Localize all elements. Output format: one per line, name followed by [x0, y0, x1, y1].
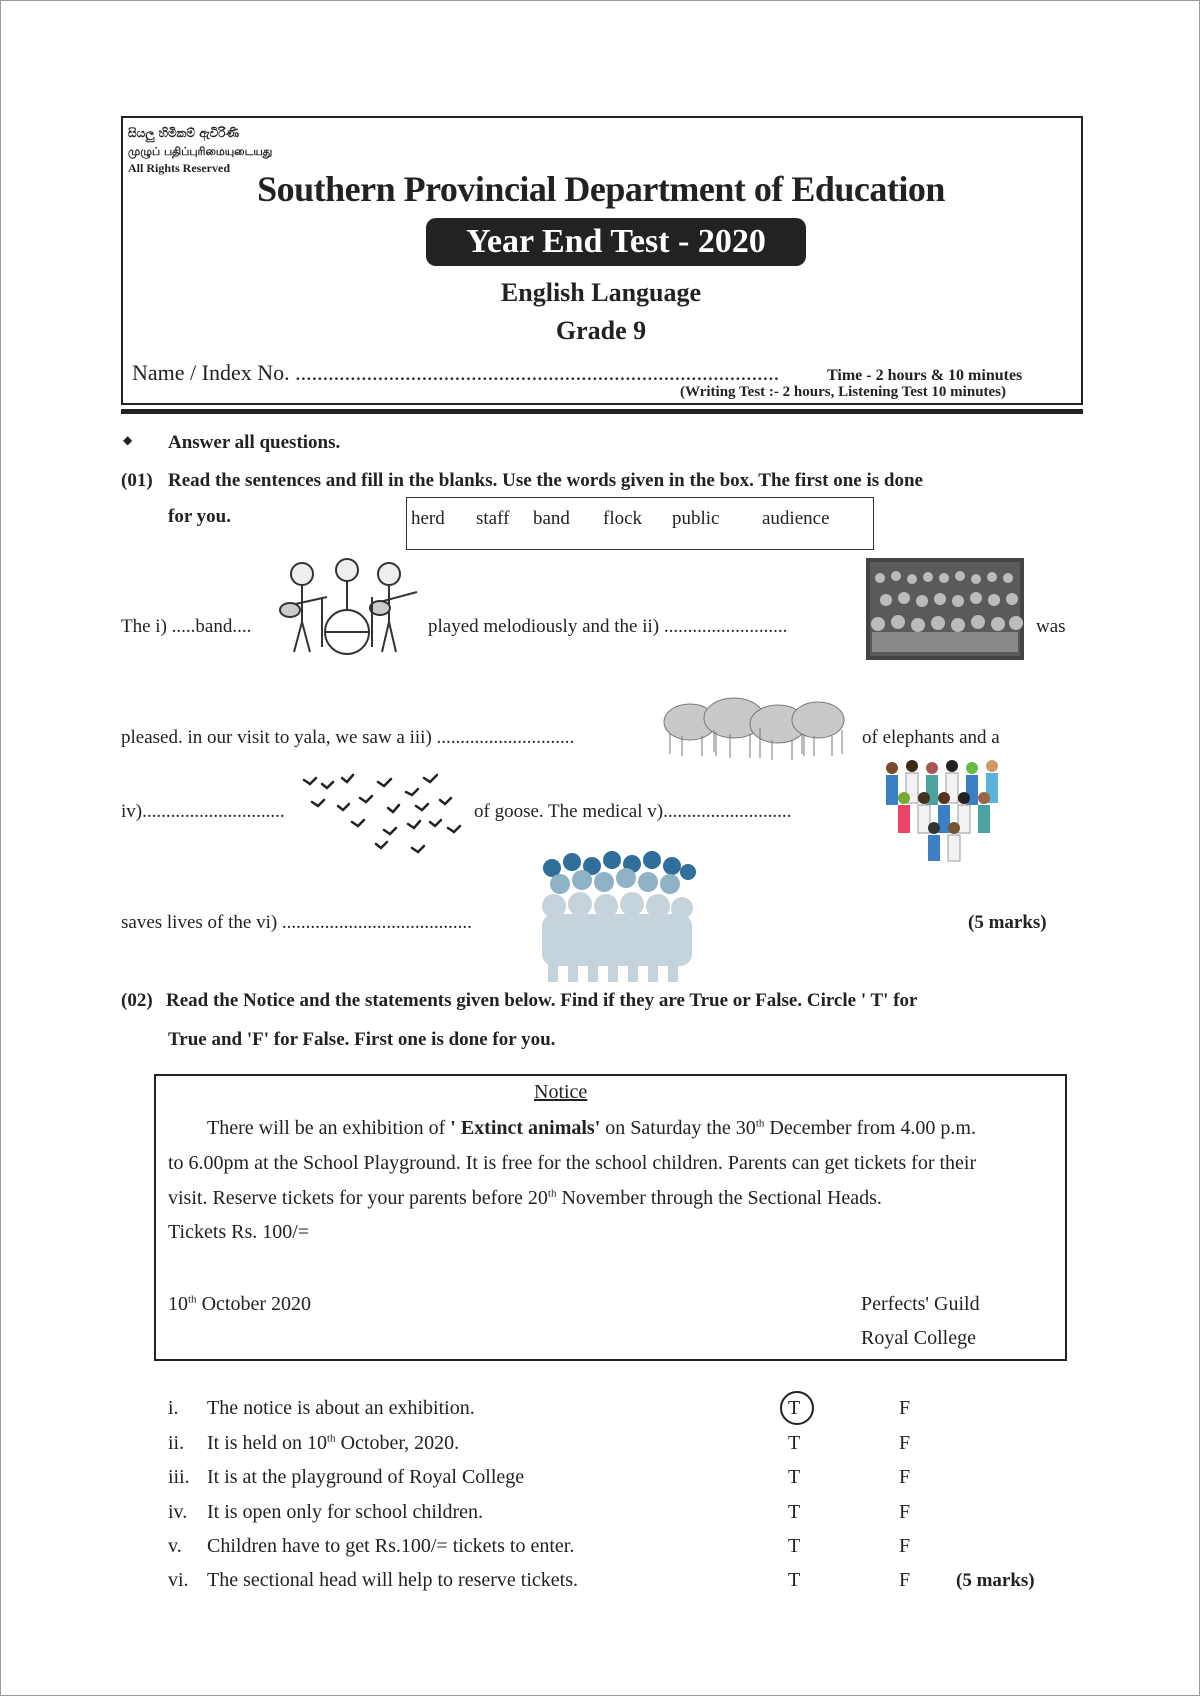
time-allowed: Time - 2 hours & 10 minutes [827, 367, 1023, 384]
notice-para-1: There will be an exhibition of ' Extinct animals' on Saturday the 30th December from 4.00 p.m. [207, 1117, 976, 1139]
notice-signature-1: Perfects' Guild [861, 1293, 980, 1315]
department-title: Southern Provincial Department of Education [257, 169, 945, 209]
word-box-item: band [533, 508, 570, 529]
test-title-banner: Year End Test - 2020 [426, 218, 806, 266]
false-option[interactable]: F [899, 1466, 911, 1488]
q1-row2-text-a: pleased. in our visit to yala, we saw a iii) ............................. [121, 727, 575, 748]
header-rule [121, 409, 1083, 414]
q1-instruction-line2: for you. [168, 506, 231, 527]
false-option[interactable]: F [899, 1569, 911, 1591]
q2-instruction-line2: True and 'F' for False. First one is done for you. [168, 1029, 556, 1050]
q1-row1-text-c: was [1036, 616, 1066, 637]
q2-instruction-line1: Read the Notice and the statements given below. Find if they are True or False. Circle ' T' for [166, 990, 918, 1011]
bullet-icon: ◆ [123, 433, 133, 447]
true-option[interactable]: T [788, 1466, 801, 1488]
statement-number: ii. [168, 1432, 185, 1454]
q1-row2-text-b: of elephants and a [862, 727, 1000, 748]
name-index-line: Name / Index No. ........................................................................................ [132, 360, 780, 385]
false-option[interactable]: F [899, 1397, 911, 1419]
statement-number: v. [168, 1535, 182, 1557]
instruction-text: Answer all questions. [168, 432, 341, 453]
false-option[interactable]: F [899, 1501, 911, 1523]
statement-text: It is at the playground of Royal College [207, 1466, 525, 1488]
notice-para-3: visit. Reserve tickets for your parents before 20th November through the Sectional Heads. [168, 1187, 882, 1209]
word-box-item: audience [762, 508, 830, 529]
true-option[interactable]: T [788, 1535, 801, 1557]
statement-text: It is held on 10th October, 2020. [207, 1432, 460, 1454]
q1-row1-text-b: played melodiously and the ii) .......................... [428, 616, 788, 637]
statement-text: Children have to get Rs.100/= tickets to enter. [207, 1535, 575, 1557]
notice-para-2: to 6.00pm at the School Playground. It is free for the school children. Parents can get tickets for their [168, 1152, 977, 1174]
notice-date: 10th October 2020 [168, 1293, 311, 1315]
word-box-item: flock [603, 508, 643, 529]
q2-marks: (5 marks) [956, 1570, 1035, 1591]
statement-text: It is open only for school children. [207, 1501, 484, 1523]
word-box-item: herd [411, 508, 445, 529]
tamil-mark: முழுப் பதிப்புரிமையுடையது [128, 145, 273, 158]
medical-staff-image [878, 758, 1014, 862]
q1-marks: (5 marks) [968, 912, 1047, 933]
statement-number: i. [168, 1397, 179, 1419]
grade-title: Grade 9 [555, 316, 647, 345]
rights-reserved: All Rights Reserved [128, 161, 230, 175]
q1-row3-text-a: iv).............................. [121, 801, 285, 822]
q1-row4-text-a: saves lives of the vi) ........................................ [121, 912, 472, 933]
elephant-herd-image [656, 690, 856, 764]
notice-signature-2: Royal College [861, 1327, 976, 1349]
q1-row1-text-a: The i) .....band.... [121, 616, 252, 637]
statement-text: The notice is about an exhibition. [207, 1397, 475, 1419]
time-detail: (Writing Test :- 2 hours, Listening Test 10 minutes) [680, 384, 1007, 400]
music-band-image [272, 552, 422, 660]
public-crowd-image [538, 854, 700, 984]
notice-tickets: Tickets Rs. 100/= [168, 1221, 310, 1243]
true-option[interactable]: T [788, 1397, 801, 1419]
true-option[interactable]: T [788, 1569, 801, 1591]
audience-image [866, 558, 1024, 660]
sinhala-mark: සියලු හිමිකම් ඇවිරිණි [128, 126, 239, 140]
q2-number: (02) [121, 990, 153, 1011]
q1-number: (01) [121, 470, 153, 491]
true-option[interactable]: T [788, 1432, 801, 1454]
q1-instruction-line1: Read the sentences and fill in the blanks. Use the words given in the box. The first one is done [168, 470, 923, 491]
true-option[interactable]: T [788, 1501, 801, 1523]
statement-text: The sectional head will help to reserve tickets. [207, 1569, 578, 1591]
statement-number: vi. [168, 1569, 189, 1591]
statement-number: iii. [168, 1466, 190, 1488]
word-box-item: staff [476, 508, 510, 529]
notice-title: Notice [534, 1081, 588, 1103]
false-option[interactable]: F [899, 1432, 911, 1454]
subject-title: English Language [500, 278, 702, 307]
flock-of-geese-image [300, 770, 475, 855]
statement-number: iv. [168, 1501, 188, 1523]
word-box-item: public [672, 508, 720, 529]
false-option[interactable]: F [899, 1535, 911, 1557]
q1-row3-text-b: of goose. The medical v)........................... [474, 801, 792, 822]
